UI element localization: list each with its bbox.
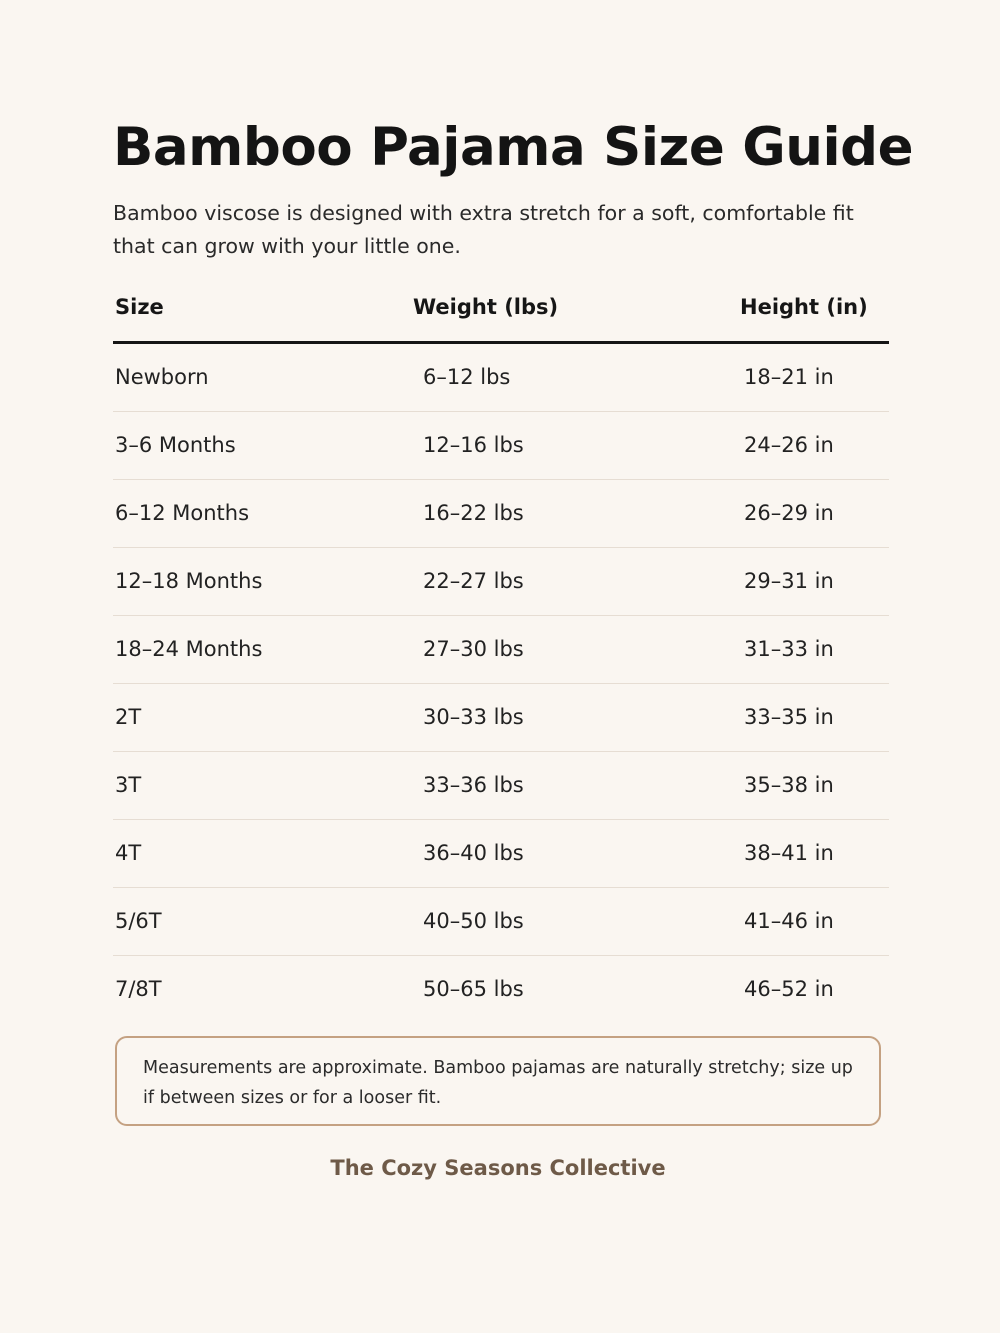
table-row [113, 684, 889, 752]
cell-weight: 30–33 lbs [423, 705, 524, 729]
table-row [113, 548, 889, 616]
cell-height: 35–38 in [744, 773, 834, 797]
fit-note-text: Measurements are approximate. Bamboo pajamas are naturally stretchy; size up if between sizes or for a looser fit. [143, 1058, 853, 1108]
cell-height: 24–26 in [744, 433, 834, 457]
cell-height: 33–35 in [744, 705, 834, 729]
cell-weight: 12–16 lbs [423, 433, 524, 457]
cell-size: 2T [115, 705, 142, 729]
table-row [113, 412, 889, 480]
cell-weight: 40–50 lbs [423, 909, 524, 933]
table-row [113, 344, 889, 412]
header-height: Height (in) [740, 295, 868, 319]
brand-footer: The Cozy Seasons Collective [330, 1156, 666, 1180]
cell-height: 29–31 in [744, 569, 834, 593]
cell-weight: 22–27 lbs [423, 569, 524, 593]
cell-height: 38–41 in [744, 841, 834, 865]
cell-size: 12–18 Months [115, 569, 263, 593]
table-row [113, 480, 889, 548]
cell-height: 46–52 in [744, 977, 834, 1001]
cell-weight: 36–40 lbs [423, 841, 524, 865]
cell-weight: 50–65 lbs [423, 977, 524, 1001]
cell-size: 3T [115, 773, 142, 797]
cell-height: 18–21 in [744, 365, 834, 389]
page-subtitle: Bamboo viscose is designed with extra stretch for a soft, comfortable fit that can grow with your little one. [113, 201, 854, 258]
cell-size: Newborn [115, 365, 209, 389]
cell-weight: 16–22 lbs [423, 501, 524, 525]
cell-size: 6–12 Months [115, 501, 250, 525]
table-row [113, 616, 889, 684]
cell-size: 5/6T [115, 909, 162, 933]
header-weight: Weight (lbs) [413, 295, 559, 319]
cell-height: 31–33 in [744, 637, 834, 661]
size-table [113, 283, 889, 1023]
table-row [113, 956, 889, 1023]
cell-size: 3–6 Months [115, 433, 236, 457]
cell-size: 4T [115, 841, 142, 865]
fit-note-box [115, 1036, 881, 1126]
cell-weight: 27–30 lbs [423, 637, 524, 661]
table-row [113, 752, 889, 820]
cell-size: 18–24 Months [115, 637, 263, 661]
table-header [113, 283, 889, 344]
table-row [113, 820, 889, 888]
cell-size: 7/8T [115, 977, 162, 1001]
header-size: Size [115, 295, 164, 319]
cell-height: 26–29 in [744, 501, 834, 525]
page-title: Bamboo Pajama Size Guide [113, 117, 914, 178]
cell-weight: 6–12 lbs [423, 365, 511, 389]
cell-weight: 33–36 lbs [423, 773, 524, 797]
table-body [113, 344, 889, 1023]
table-row [113, 888, 889, 956]
cell-height: 41–46 in [744, 909, 834, 933]
